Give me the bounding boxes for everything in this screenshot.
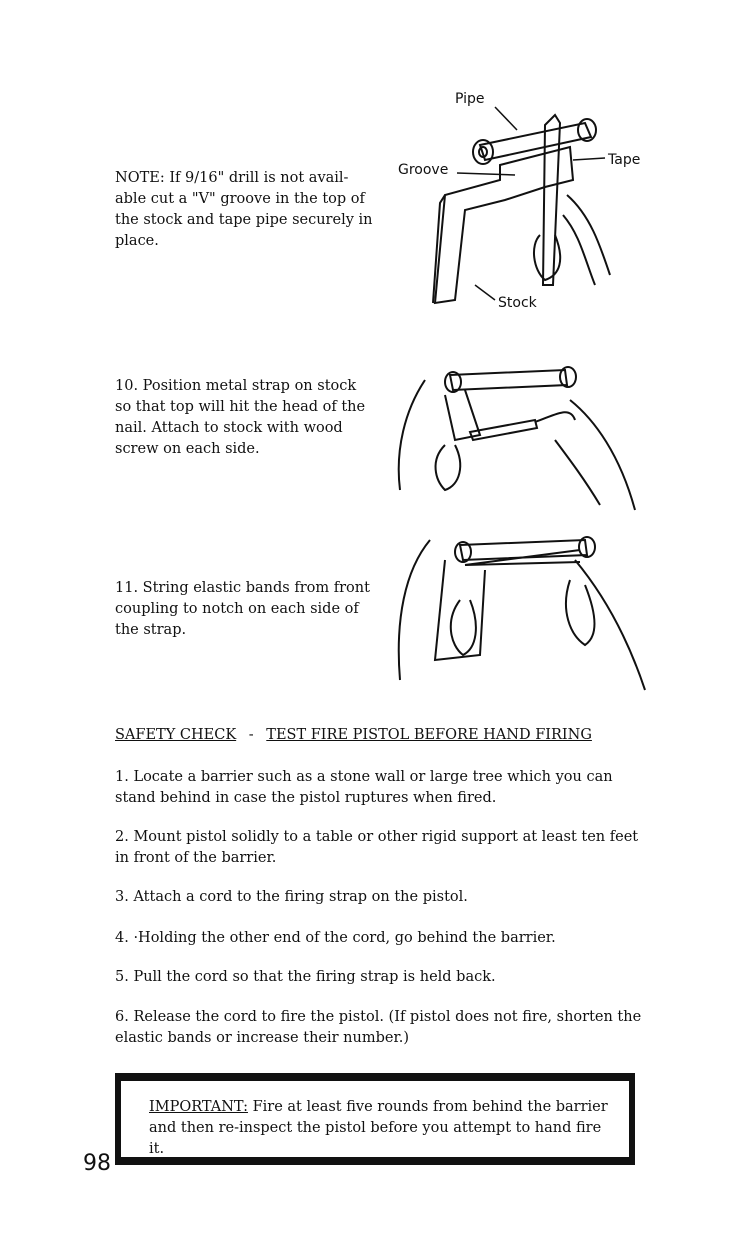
safety-step-3: 3. Attach a cord to the firing strap on the pistol. xyxy=(115,889,468,905)
figure-elastic-bands xyxy=(385,530,655,695)
safety-check-title xyxy=(115,727,592,743)
safety-check-heading: SAFETY CHECK xyxy=(115,727,237,743)
figure-stock-pipe xyxy=(395,85,655,320)
tape-label: Tape xyxy=(608,152,641,168)
elastic-bands-drawing xyxy=(385,530,655,695)
note-line: place. xyxy=(115,233,159,249)
figure-attach-strap xyxy=(385,360,645,515)
step-10-line: so that top will hit the head of the xyxy=(115,399,366,415)
step-11-line: 11. String elastic bands from front xyxy=(115,580,370,596)
safety-step-2: 2. Mount pistol solidly to a table or other rigid support at least ten feet in front of the barrier. xyxy=(115,829,639,866)
step-10-line: screw on each side. xyxy=(115,441,260,457)
pipe-label: Pipe xyxy=(455,91,485,107)
step-11-paragraph xyxy=(115,578,405,641)
safety-step-6: 6. Release the cord to fire the pistol. (If pistol does not fire, shorten the elastic bands or increase their number.) xyxy=(115,1009,642,1046)
attach-strap-drawing xyxy=(385,360,645,515)
stock-pipe-drawing xyxy=(395,85,655,320)
note-line: able cut a "V" groove in the top of xyxy=(115,191,365,207)
note-paragraph xyxy=(115,168,405,252)
step-10-line: nail. Attach to stock with wood xyxy=(115,420,343,436)
step-11-line: the strap. xyxy=(115,622,187,638)
step-10-line: 10. Position metal strap on stock xyxy=(115,378,357,394)
step-11-line: coupling to notch on each side of xyxy=(115,601,359,617)
groove-label: Groove xyxy=(398,162,449,178)
important-text xyxy=(149,1097,619,1160)
note-line: the stock and tape pipe securely in xyxy=(115,212,373,228)
safety-step-5: 5. Pull the cord so that the firing strap is held back. xyxy=(115,969,496,985)
page-number: 98 xyxy=(83,1151,111,1176)
note-line: NOTE: If 9/16" drill is not avail- xyxy=(115,170,349,186)
stock-label: Stock xyxy=(498,295,537,311)
safety-step-4: 4. ·Holding the other end of the cord, go behind the barrier. xyxy=(115,930,556,946)
important-body: Fire at least five rounds from behind the barrier and then re-inspect the pistol before you attempt to hand fire it. xyxy=(149,1099,608,1157)
important-box xyxy=(115,1073,635,1165)
step-10-paragraph xyxy=(115,376,395,460)
title-separator: - xyxy=(248,727,254,743)
important-heading: IMPORTANT: xyxy=(149,1099,248,1115)
test-fire-heading: TEST FIRE PISTOL BEFORE HAND FIRING xyxy=(266,727,592,743)
safety-step-1: 1. Locate a barrier such as a stone wall or large tree which you can stand behind in case the pistol ruptures when fired. xyxy=(115,769,613,806)
